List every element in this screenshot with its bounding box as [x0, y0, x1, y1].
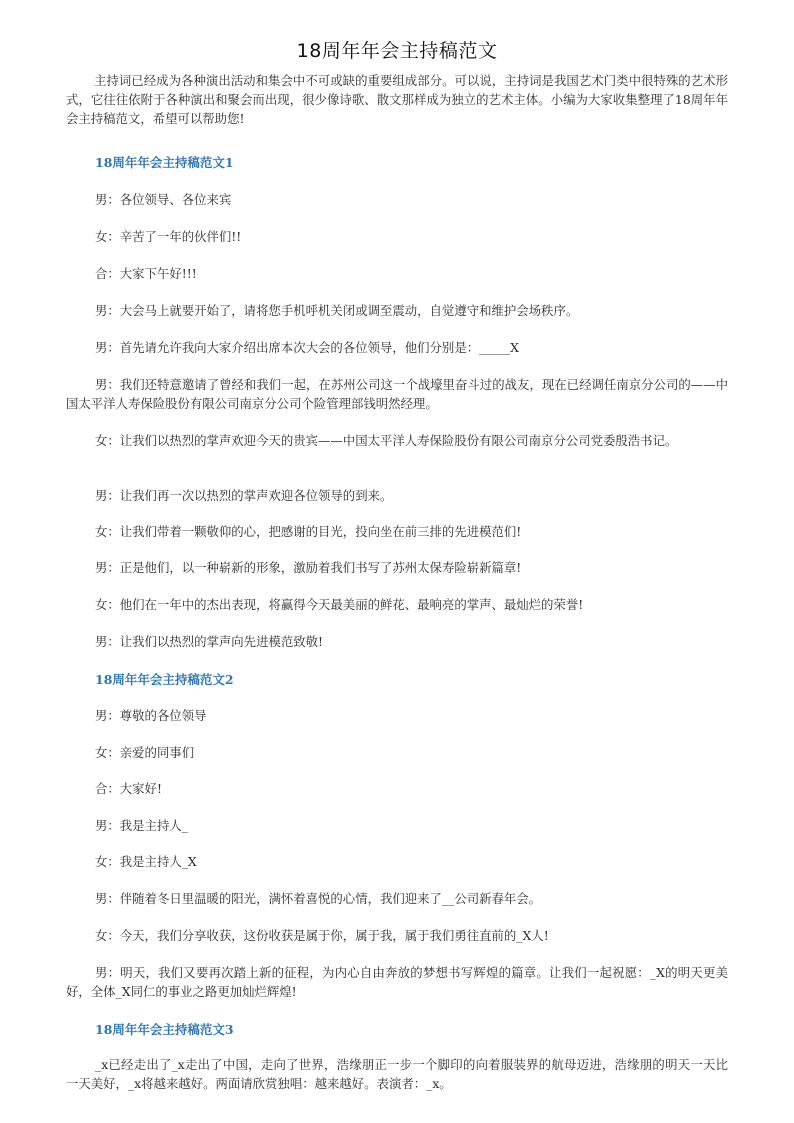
script-line: 男：正是他们，以一种崭新的形象，激励着我们书写了苏州太保寿险崭新篇章!: [95, 560, 522, 575]
script-line: 女：我是主持人_X: [95, 854, 197, 869]
script-line: 女：辛苦了一年的伙伴们!!: [95, 229, 242, 244]
script-line: 合：大家下午好!!!: [95, 266, 197, 281]
script-line: 女：今天，我们分享收获，这份收获是属于你，属于我，属于我们勇往直前的_X人!: [95, 928, 549, 943]
script-line: 男：明天，我们又要再次踏上新的征程，为内心自由奔放的梦想书写辉煌的篇章。让我们一起祝愿：_X的明天更美好，全体_X同仁的事业之路更加灿烂辉煌!: [66, 965, 728, 999]
script-line: 男：让我们以热烈的掌声向先进模范致敬!: [95, 634, 324, 649]
script-line: 男：大会马上就要开始了，请将您手机呼机关闭或调至震动，自觉遵守和维护会场秩序。: [95, 303, 579, 318]
script-line: 女：亲爱的同事们: [95, 745, 195, 760]
script-line: _x已经走出了_x走出了中国，走向了世界，浩缘朋正一步一个脚印的向着服装界的航母迈进，浩缘朋的明天一天比一天美好，_x将越来越好。两面请欣赏独唱：越来越好。表演者：_x。: [66, 1057, 728, 1091]
script-line: 男：伴随着冬日里温暖的阳光，满怀着喜悦的心情，我们迎来了__公司新春年会。: [95, 891, 542, 906]
intro-paragraph: 主持词已经成为各种演出活动和集会中不可或缺的重要组成部分。可以说，主持词是我国艺术门类中很特殊的艺术形式，它往往依附于各种演出和聚会而出现，很少像诗歌、散文那样成为独立的艺术主体。小编为大家收集整理了18周年年会主持稿范文，希望可以帮助您!: [66, 73, 728, 126]
section-heading-3: 18周年年会主持稿范文3: [95, 1022, 234, 1037]
script-line: 男：各位领导、各位来宾: [95, 192, 232, 207]
script-line: 合：大家好!: [95, 781, 162, 796]
script-line: 男：尊敬的各位领导: [95, 708, 207, 723]
script-line: 女：他们在一年中的杰出表现，将赢得今天最美丽的鲜花、最响亮的掌声、最灿烂的荣誉!: [95, 597, 584, 612]
document-title: 18周年年会主持稿范文: [296, 40, 498, 62]
script-line: 男：我们还特意邀请了曾经和我们一起，在苏州公司这一个战壕里奋斗过的战友，现在已经调任南京分公司的——中国太平洋人寿保险股份有限公司南京分公司个险管理部钱明然经理。: [66, 377, 728, 411]
script-line: 男：首先请允许我向大家介绍出席本次大会的各位领导，他们分别是：_____X: [95, 340, 519, 355]
section-heading-1: 18周年年会主持稿范文1: [95, 155, 234, 170]
script-line: 男：我是主持人_: [95, 818, 188, 833]
script-line: 女：让我们以热烈的掌声欢迎今天的贵宾——中国太平洋人寿保险股份有限公司南京分公司党委殷浩书记。: [95, 433, 678, 448]
script-line: 女：让我们带着一颗敬仰的心，把感谢的目光，投向坐在前三排的先进模范们!: [95, 524, 522, 539]
section-heading-2: 18周年年会主持稿范文2: [95, 672, 234, 687]
script-line: 男：让我们再一次以热烈的掌声欢迎各位领导的到来。: [95, 488, 393, 503]
